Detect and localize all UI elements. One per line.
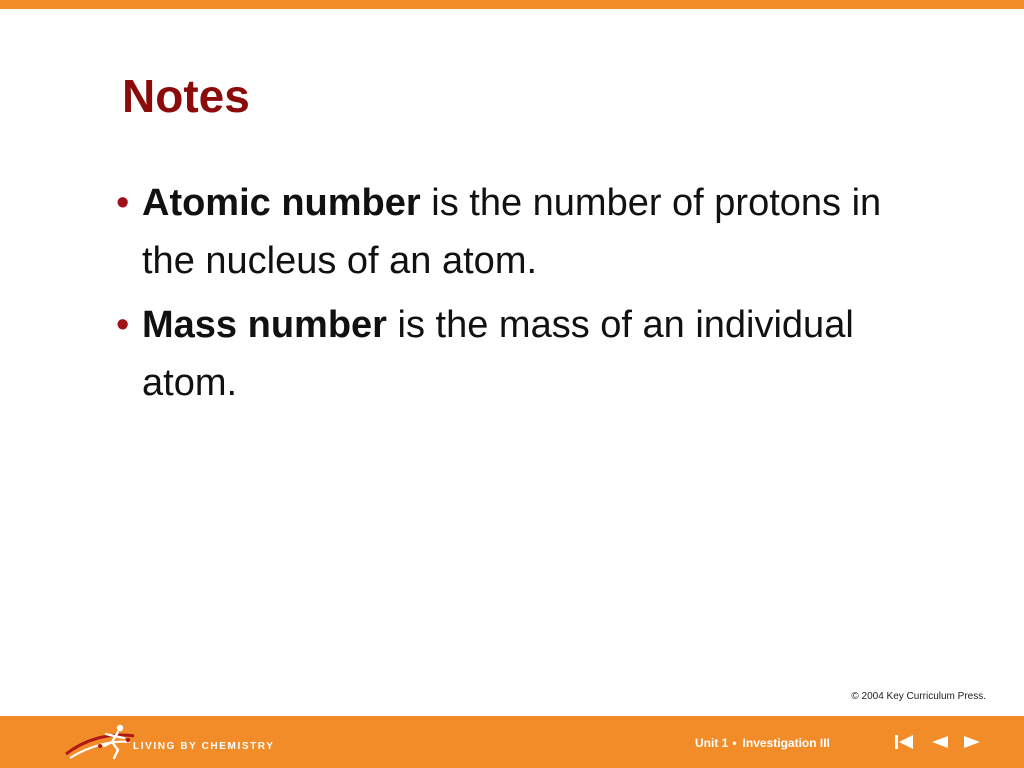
bullet-dot-icon: • bbox=[116, 304, 130, 346]
unit-separator: • bbox=[732, 736, 737, 750]
unit-label: Unit 1 bbox=[695, 736, 729, 750]
skip-to-first-icon bbox=[893, 733, 915, 751]
next-triangle-icon bbox=[961, 733, 983, 751]
bullet-list bbox=[116, 174, 902, 418]
previous-triangle-icon bbox=[929, 733, 951, 751]
bullet-dot-icon: • bbox=[116, 182, 130, 224]
copyright-notice: © 2004 Key Curriculum Press. bbox=[851, 691, 986, 702]
bullet-text: is the mass of an individual atom. bbox=[142, 304, 854, 404]
bullet-item-atomic-number bbox=[116, 174, 902, 290]
bullet-term: Mass number bbox=[142, 304, 387, 346]
bullet-text: is the number of protons in the nucleus of an atom. bbox=[142, 182, 882, 282]
next-slide-button[interactable] bbox=[961, 733, 983, 751]
previous-slide-button[interactable] bbox=[929, 733, 951, 751]
investigation-label: Investigation III bbox=[742, 736, 830, 750]
top-accent-bar bbox=[0, 0, 1024, 9]
footer-bar bbox=[0, 716, 1024, 768]
slide-title: Notes bbox=[122, 70, 250, 122]
bullet-term: Atomic number bbox=[142, 182, 421, 224]
bullet-item-mass-number bbox=[116, 296, 902, 412]
first-slide-button[interactable] bbox=[893, 733, 915, 751]
logo-text: LIVING BY CHEMISTRY bbox=[133, 741, 275, 752]
unit-investigation-label bbox=[695, 736, 830, 750]
